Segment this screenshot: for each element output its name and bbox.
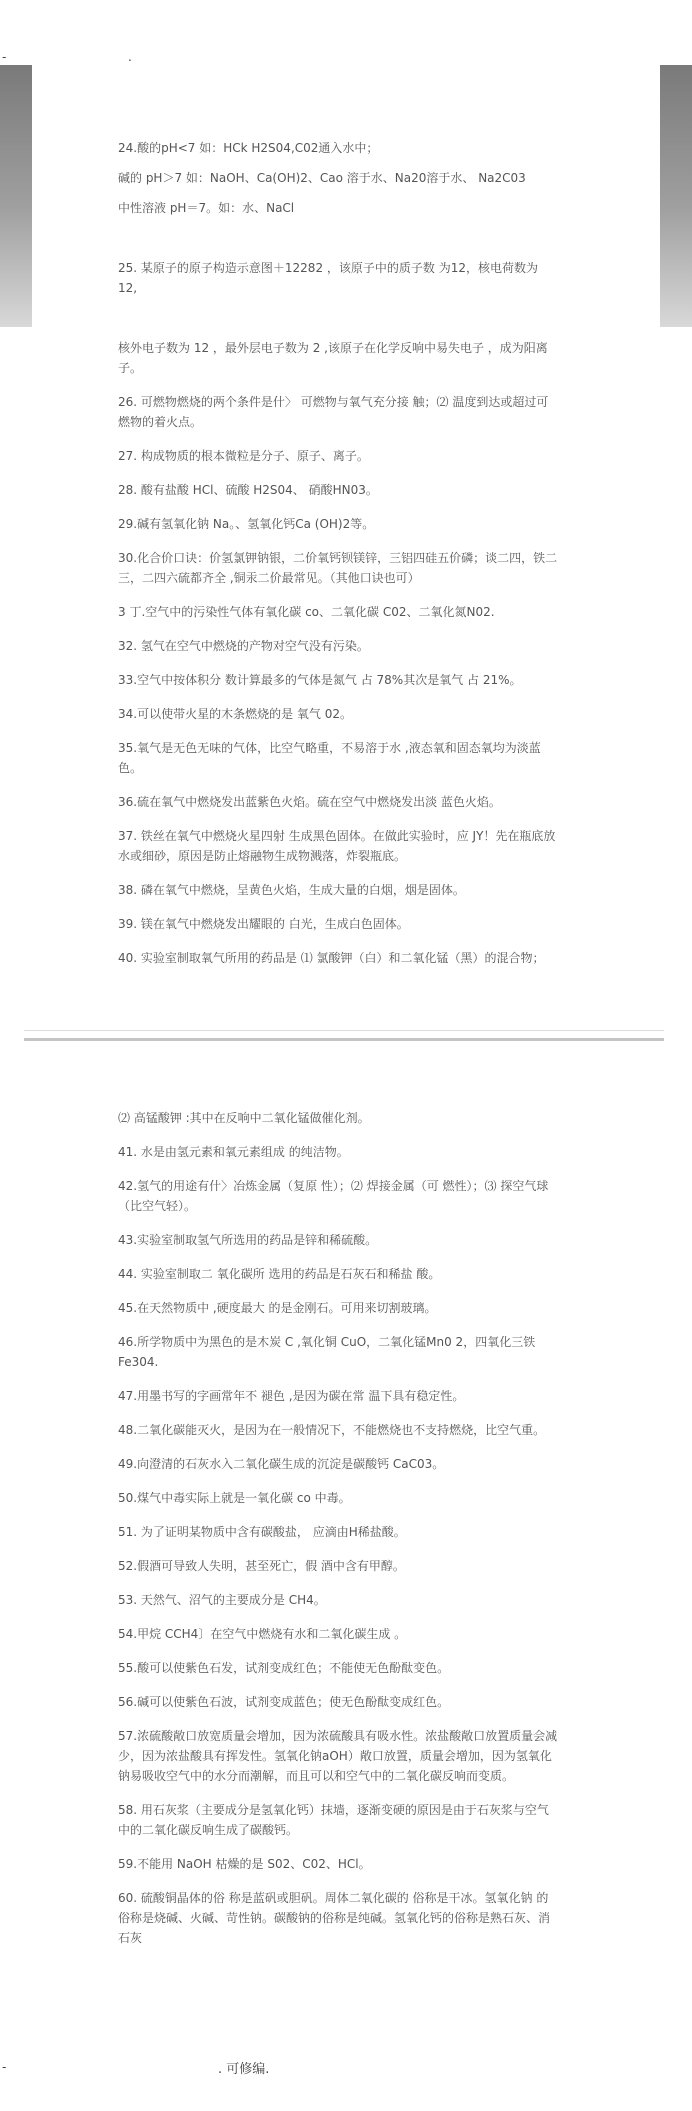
- paragraph: [118, 792, 558, 812]
- text-line: 58. 用石灰浆（主要成分是氢氧化钙）抹墙，逐渐变硬的原因是由于石灰浆与空气中的二氧化碳反响生成了碳酸钙。: [118, 1803, 549, 1837]
- footer-dash: -: [2, 2060, 7, 2074]
- paragraph: [118, 392, 558, 432]
- paragraph: [118, 514, 558, 534]
- page-2-content: [118, 1108, 558, 1962]
- header-dash: -: [2, 50, 7, 64]
- text-line: 37. 铁丝在氧气中燃烧火星四射 生成黑色固体。在做此实验时，应 JY！先在瓶底放水或细砂，原因是防止熔融物生成物溅落，炸裂瓶底。: [118, 829, 556, 863]
- text-line: 53. 天然气、沼气的主要成分是 CH4。: [118, 1593, 326, 1607]
- text-line: 3 丁.空气中的污染性气体有氧化碳 co、二氧化碳 C02、二氧化氮N02.: [118, 605, 495, 619]
- text-line: 碱的 pH＞7 如：NaOH、Ca(OH)2、Cao 溶于水、Na20溶于水、 Na2C03: [118, 171, 526, 185]
- paragraph: [118, 548, 558, 588]
- text-line: 60. 硫酸铜晶体的俗 称是蓝矾或胆矾。周体二氧化碳的 俗称是干冰。氢氧化钠 的俗称是烧碱、火碱、苛性钠。碳酸钠的俗称是纯碱。氢氧化钙的俗称是熟石灰、消石灰: [118, 1891, 551, 1945]
- text-line: 40. 实验室制取氧气所用的药品是 ⑴ 氯酸钾（白）和二氧化锰（黑）的混合物；: [118, 951, 545, 965]
- paragraph: [118, 948, 558, 968]
- paragraph: [118, 1522, 558, 1542]
- text-line: 41. 水是由氢元素和氧元素组成 的纯洁物。: [118, 1145, 349, 1159]
- text-line: 54.甲烷 CCH4〕在空气中燃烧有水和二氧化碳生成 。: [118, 1627, 407, 1641]
- text-line: 43.实验室制取氢气所选用的药品是锌和稀硫酸。: [118, 1233, 378, 1247]
- text-line: 55.酸可以使紫色石发，试剂变成红色；不能使无色酚酞变色。: [118, 1661, 450, 1675]
- text-line: 33.空气中按体积分 数计算最多的气体是氮气 占 78%其次是氧气 占 21%。: [118, 673, 522, 687]
- paragraph: [118, 1692, 558, 1712]
- paragraph: [118, 704, 558, 724]
- paragraph: [118, 1800, 558, 1840]
- text-line: 中性溶液 pH＝7。如：水、NaCl: [118, 201, 295, 215]
- paragraph: [118, 1332, 558, 1372]
- text-line: 47.用墨书写的字画常年不 褪色 ,是因为碳在常 温下具有稳定性。: [118, 1389, 465, 1403]
- header-dot: .: [128, 50, 132, 64]
- paragraph: [118, 1624, 558, 1644]
- paragraph: [118, 826, 558, 866]
- text-line: 45.在天然物质中 ,硬度最大 的是金刚石。可用来切割玻璃。: [118, 1301, 437, 1315]
- paragraph: [118, 1888, 558, 1948]
- text-line: 57.浓硫酸敞口放宽质量会增加，因为浓硫酸具有吸水性。浓盐酸敞口放置质量会减少，因为浓盐酸具有挥发性。氢氧化钠aOH）敞口放置，质量会增加，因为氢氧化钠易吸收空气中的水分而潮解，而且可以和空气中的二氧化碳反响而变质。: [118, 1729, 558, 1783]
- paragraph: [118, 1230, 558, 1250]
- text-line: 50.煤气中毒实际上就是一氧化碳 co 中毒。: [118, 1491, 351, 1505]
- paragraph: [118, 1108, 558, 1128]
- text-line: 29.碱有氢氧化钠 Na。、氢氧化钙Ca (OH)2等。: [118, 517, 375, 531]
- text-line: 51. 为了证明某物质中含有碳酸盐， 应滴由H稀盐酸。: [118, 1525, 406, 1539]
- paragraph: [118, 1298, 558, 1318]
- text-line: 44. 实验室制取二 氧化碳所 选用的药品是石灰石和稀盐 酸。: [118, 1267, 441, 1281]
- paragraph: [118, 636, 558, 656]
- text-line: ⑵ 高锰酸钾 :其中在反响中二氧化锰做催化剂。: [118, 1111, 370, 1125]
- text-line: 24.酸的pH<7 如：HCk H2S04,C02通入水中；: [118, 141, 379, 155]
- paragraph: [118, 602, 558, 622]
- paragraph: [118, 1658, 558, 1678]
- text-line: 25. 某原子的原子构造示意图＋12282 ，该原子中的质子数 为12，核电荷数为 12,: [118, 261, 538, 295]
- paragraph: [118, 138, 558, 218]
- text-line: 27. 构成物质的根本微粒是分子、原子、离子。: [118, 449, 369, 463]
- text-line: 49.向澄清的石灰水入二氧化碳生成的沉淀是碳酸钙 CaC03。: [118, 1457, 445, 1471]
- text-line: 48.二氧化碳能灭火，是因为在一般情况下，不能燃烧也不支持燃烧，比空气重。: [118, 1423, 546, 1437]
- paragraph: [118, 1556, 558, 1576]
- paragraph: [118, 914, 558, 934]
- paragraph: [118, 670, 558, 690]
- paragraph: [118, 1854, 558, 1874]
- text-line: 59.不能用 NaOH 枯燥的是 S02、C02、HCl。: [118, 1857, 371, 1871]
- text-line: 36.硫在氧气中燃烧发出蓝紫色火焰。硫在空气中燃烧发出淡 蓝色火焰。: [118, 795, 501, 809]
- paragraph: [118, 738, 558, 778]
- text-line: 35.氧气是无色无味的气体，比空气略重，不易溶于水 ,液态氧和固态氧均为淡蓝色。: [118, 741, 541, 775]
- paragraph: [118, 258, 558, 298]
- page-1-content: [118, 138, 558, 982]
- text-line: 56.碱可以使紫色石波，试剂变成蓝色；使无色酚酞变成红色。: [118, 1695, 450, 1709]
- paragraph: [118, 1264, 558, 1284]
- paragraph: [118, 338, 558, 378]
- text-line: 52.假酒可导致人失明，甚至死亡，假 酒中含有甲醇。: [118, 1559, 405, 1573]
- paragraph: [118, 1488, 558, 1508]
- paragraph: [118, 1454, 558, 1474]
- footer-text: . 可修编.: [218, 2062, 270, 2077]
- text-line: 42.氢气的用途有什〉冶炼金属（复原 性）；⑵ 焊接金属（可 燃性）；⑶ 探空气球（比空气轻）。: [118, 1179, 549, 1213]
- paragraph: [118, 1176, 558, 1216]
- text-line: 39. 镁在氧气中燃烧发出耀眼的 白光，生成白色固体。: [118, 917, 409, 931]
- paragraph: [118, 1420, 558, 1440]
- paragraph: [118, 1386, 558, 1406]
- paragraph: [118, 880, 558, 900]
- text-line: 38. 磷在氧气中燃烧，呈黄色火焰，生成大量的白烟，烟是固体。: [118, 883, 465, 897]
- page-break: [24, 1038, 664, 1041]
- left-margin-shading: [0, 65, 32, 327]
- text-line: 34.可以使带火星的木条燃烧的是 氧气 02。: [118, 707, 352, 721]
- paragraph: [118, 446, 558, 466]
- right-margin-shading: [660, 65, 692, 327]
- text-line: 核外电子数为 12 ，最外层电子数为 2 ,该原子在化学反响中易失电子 ，成为阳离子。: [118, 341, 548, 375]
- paragraph: [118, 480, 558, 500]
- page-separator-line: [24, 1030, 664, 1031]
- paragraph: [118, 1590, 558, 1610]
- paragraph: [118, 1726, 558, 1786]
- text-line: 26. 可燃物燃烧的两个条件是什〉 可燃物与氧气充分接 触；⑵ 温度到达或超过可燃物的着火点。: [118, 395, 549, 429]
- text-line: 30.化合价口诀：价氢氯钾钠银，二价氧钙钡镁锌，三铝四硅五价磷；谈二四，铁二三，二四六硫都齐全 ,铜汞二价最常见。（其他口诀也可）: [118, 551, 558, 585]
- text-line: 46.所学物质中为黑色的是木炭 C ,氧化铜 CuO，二氧化锰Mn0 2，四氧化三铁 Fe304.: [118, 1335, 536, 1369]
- text-line: 32. 氢气在空气中燃烧的产物对空气没有污染。: [118, 639, 369, 653]
- text-line: 28. 酸有盐酸 HCl、硫酸 H2S04、 硝酸HN03。: [118, 483, 378, 497]
- paragraph: [118, 1142, 558, 1162]
